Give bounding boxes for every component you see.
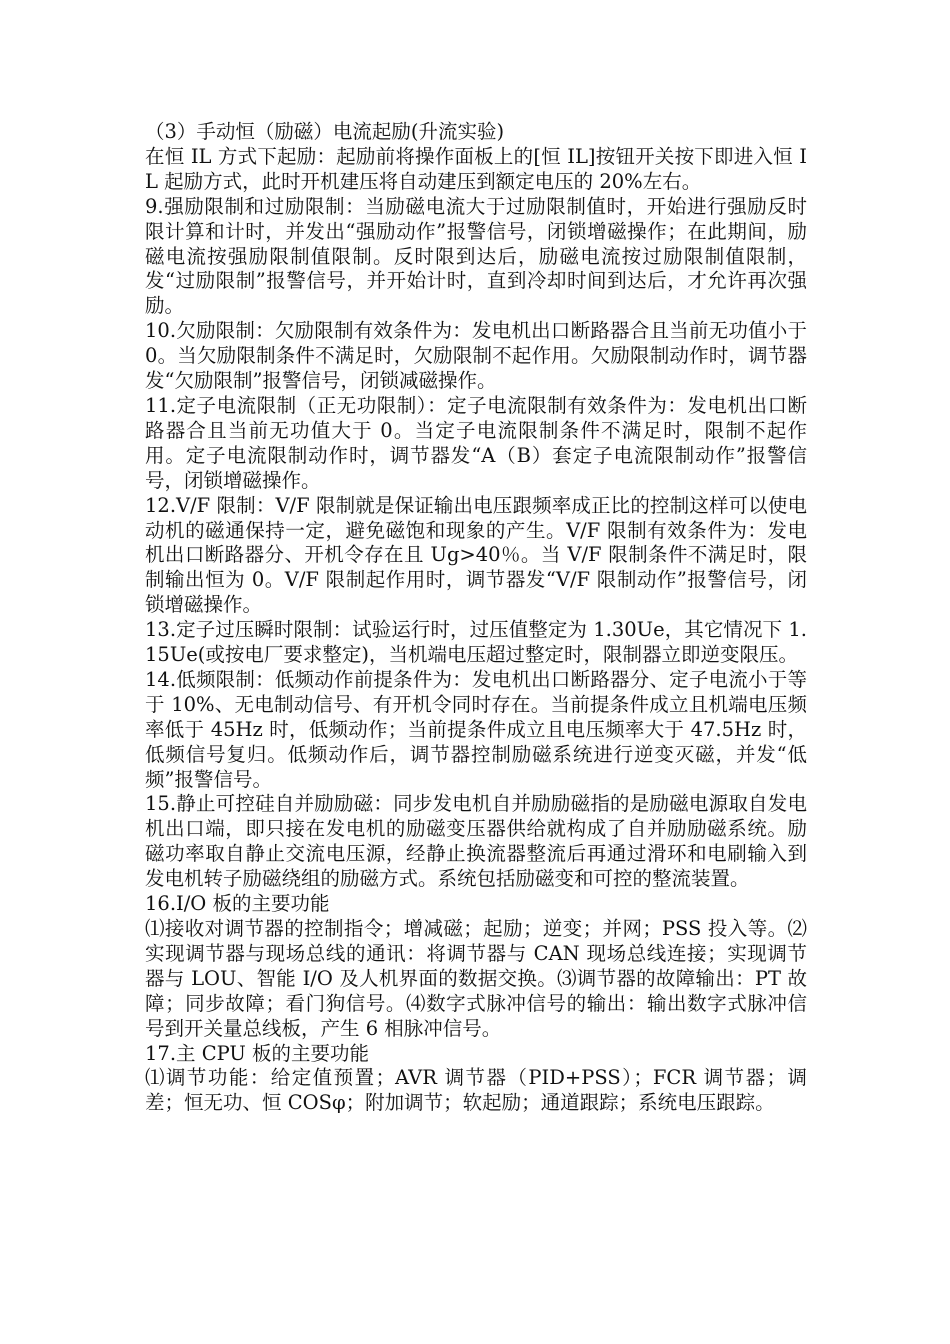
paragraph-15-static-scr-self-excitation: 15.静止可控硅自并励励磁：同步发电机自并励励磁指的是励磁电源取自发电机出口端，即只接在发电机的励磁变压器供给就构成了自并励励磁系统。励磁功率取自静止交流电压源，经静止换流器整流后再通过滑环和电刷输入到发电机转子励磁绕组的励磁方式。系统包括励磁变和可控的整流装置。 [145,792,807,891]
paragraph-9-forced-and-over-excitation-limit: 9.强励限制和过励限制：当励磁电流大于过励限制值时，开始进行强励反时限计算和计时，并发出“强励动作”报警信号，闭锁增磁操作；在此期间，励磁电流按强励限制值限制。反时限到达后，励磁电流按过励限制值限制，发“过励限制”报警信号，并开始计时，直到冷却时间到达后，才允许再次强励。 [145,194,807,318]
heading-16-io-board-functions: 16.I/O 板的主要功能 [145,892,330,916]
heading-17-main-cpu-board-functions: 17.主 CPU 板的主要功能 [145,1041,370,1065]
paragraph-12-vf-limit: 12.V/F 限制：V/F 限制就是保证输出电压跟频率成正比的控制这样可以使电动机的磁通保持一定，避免磁饱和现象的产生。V/F 限制有效条件为：发电机出口断路器分、开机令存在且 Ug>40％。当 V/F 限制条件不满足时，限制输出恒为 0。V/F 限制起作用时，调节器发“V/F 限制动作”报警信号，闭锁增磁操作。 [145,493,807,617]
paragraph-10-under-excitation-limit: 10.欠励限制：欠励限制有效条件为：发电机出口断路器合且当前无功值小于 0。当欠励限制条件不满足时，欠励限制不起作用。欠励限制动作时，调节器发“欠励限制”报警信号，闭锁减磁操作。 [145,319,807,393]
heading-manual-constant-current-excitation: （3）手动恒（励磁）电流起励(升流实验) [145,120,505,143]
paragraph-13-stator-overvoltage-limit: 13.定子过压瞬时限制：试验运行时，过压值整定为 1.30Ue，其它情况下 1.15Ue(或按电厂要求整定)，当机端电压超过整定时，限制器立即逆变限压。 [145,618,807,667]
paragraph-constant-il-excitation: 在恒 IL 方式下起励：起励前将操作面板上的[恒 IL]按钮开关按下即进入恒 IL 起励方式，此时开机建压将自动建压到额定电压的 20%左右。 [145,144,807,193]
paragraph-io-board-function-list: ⑴接收对调节器的控制指令；增减磁；起励；逆变；并网；PSS 投入等。⑵实现调节器与现场总线的通讯：将调节器与 CAN 现场总线连接；实现调节器与 LOU、智能 I/O 及人机界面的数据交换。⑶调节器的故障输出：PT 故障；同步故障；看门狗信号。⑷数字式脉冲信号的输出：输出数字式脉冲信号到开关量总线板，产生 6 相脉冲信号。 [145,917,807,1040]
document-page [145,120,807,1116]
paragraph-main-cpu-board-function-list: ⑴调节功能：给定值预置；AVR 调节器（PID+PSS）；FCR 调节器；调差；恒无功、恒 COSφ；附加调节；软起励；通道跟踪；系统电压跟踪。 [145,1066,807,1115]
paragraph-11-stator-current-limit: 11.定子电流限制（正无功限制）：定子电流限制有效条件为：发电机出口断路器合且当前无功值大于 0。当定子电流限制条件不满足时，限制不起作用。定子电流限制动作时，调节器发“A（B）套定子电流限制动作”报警信号，闭锁增磁操作。 [145,393,807,492]
paragraph-14-low-frequency-limit: 14.低频限制：低频动作前提条件为：发电机出口断路器分、定子电流小于等于 10%、无电制动信号、有开机令同时存在。当前提条件成立且机端电压频率低于 45Hz 时，低频动作；当前提条件成立且电压频率大于 47.5Hz 时，低频信号复归。低频动作后，调节器控制励磁系统进行逆变灭磁，并发“低频”报警信号。 [145,667,807,791]
